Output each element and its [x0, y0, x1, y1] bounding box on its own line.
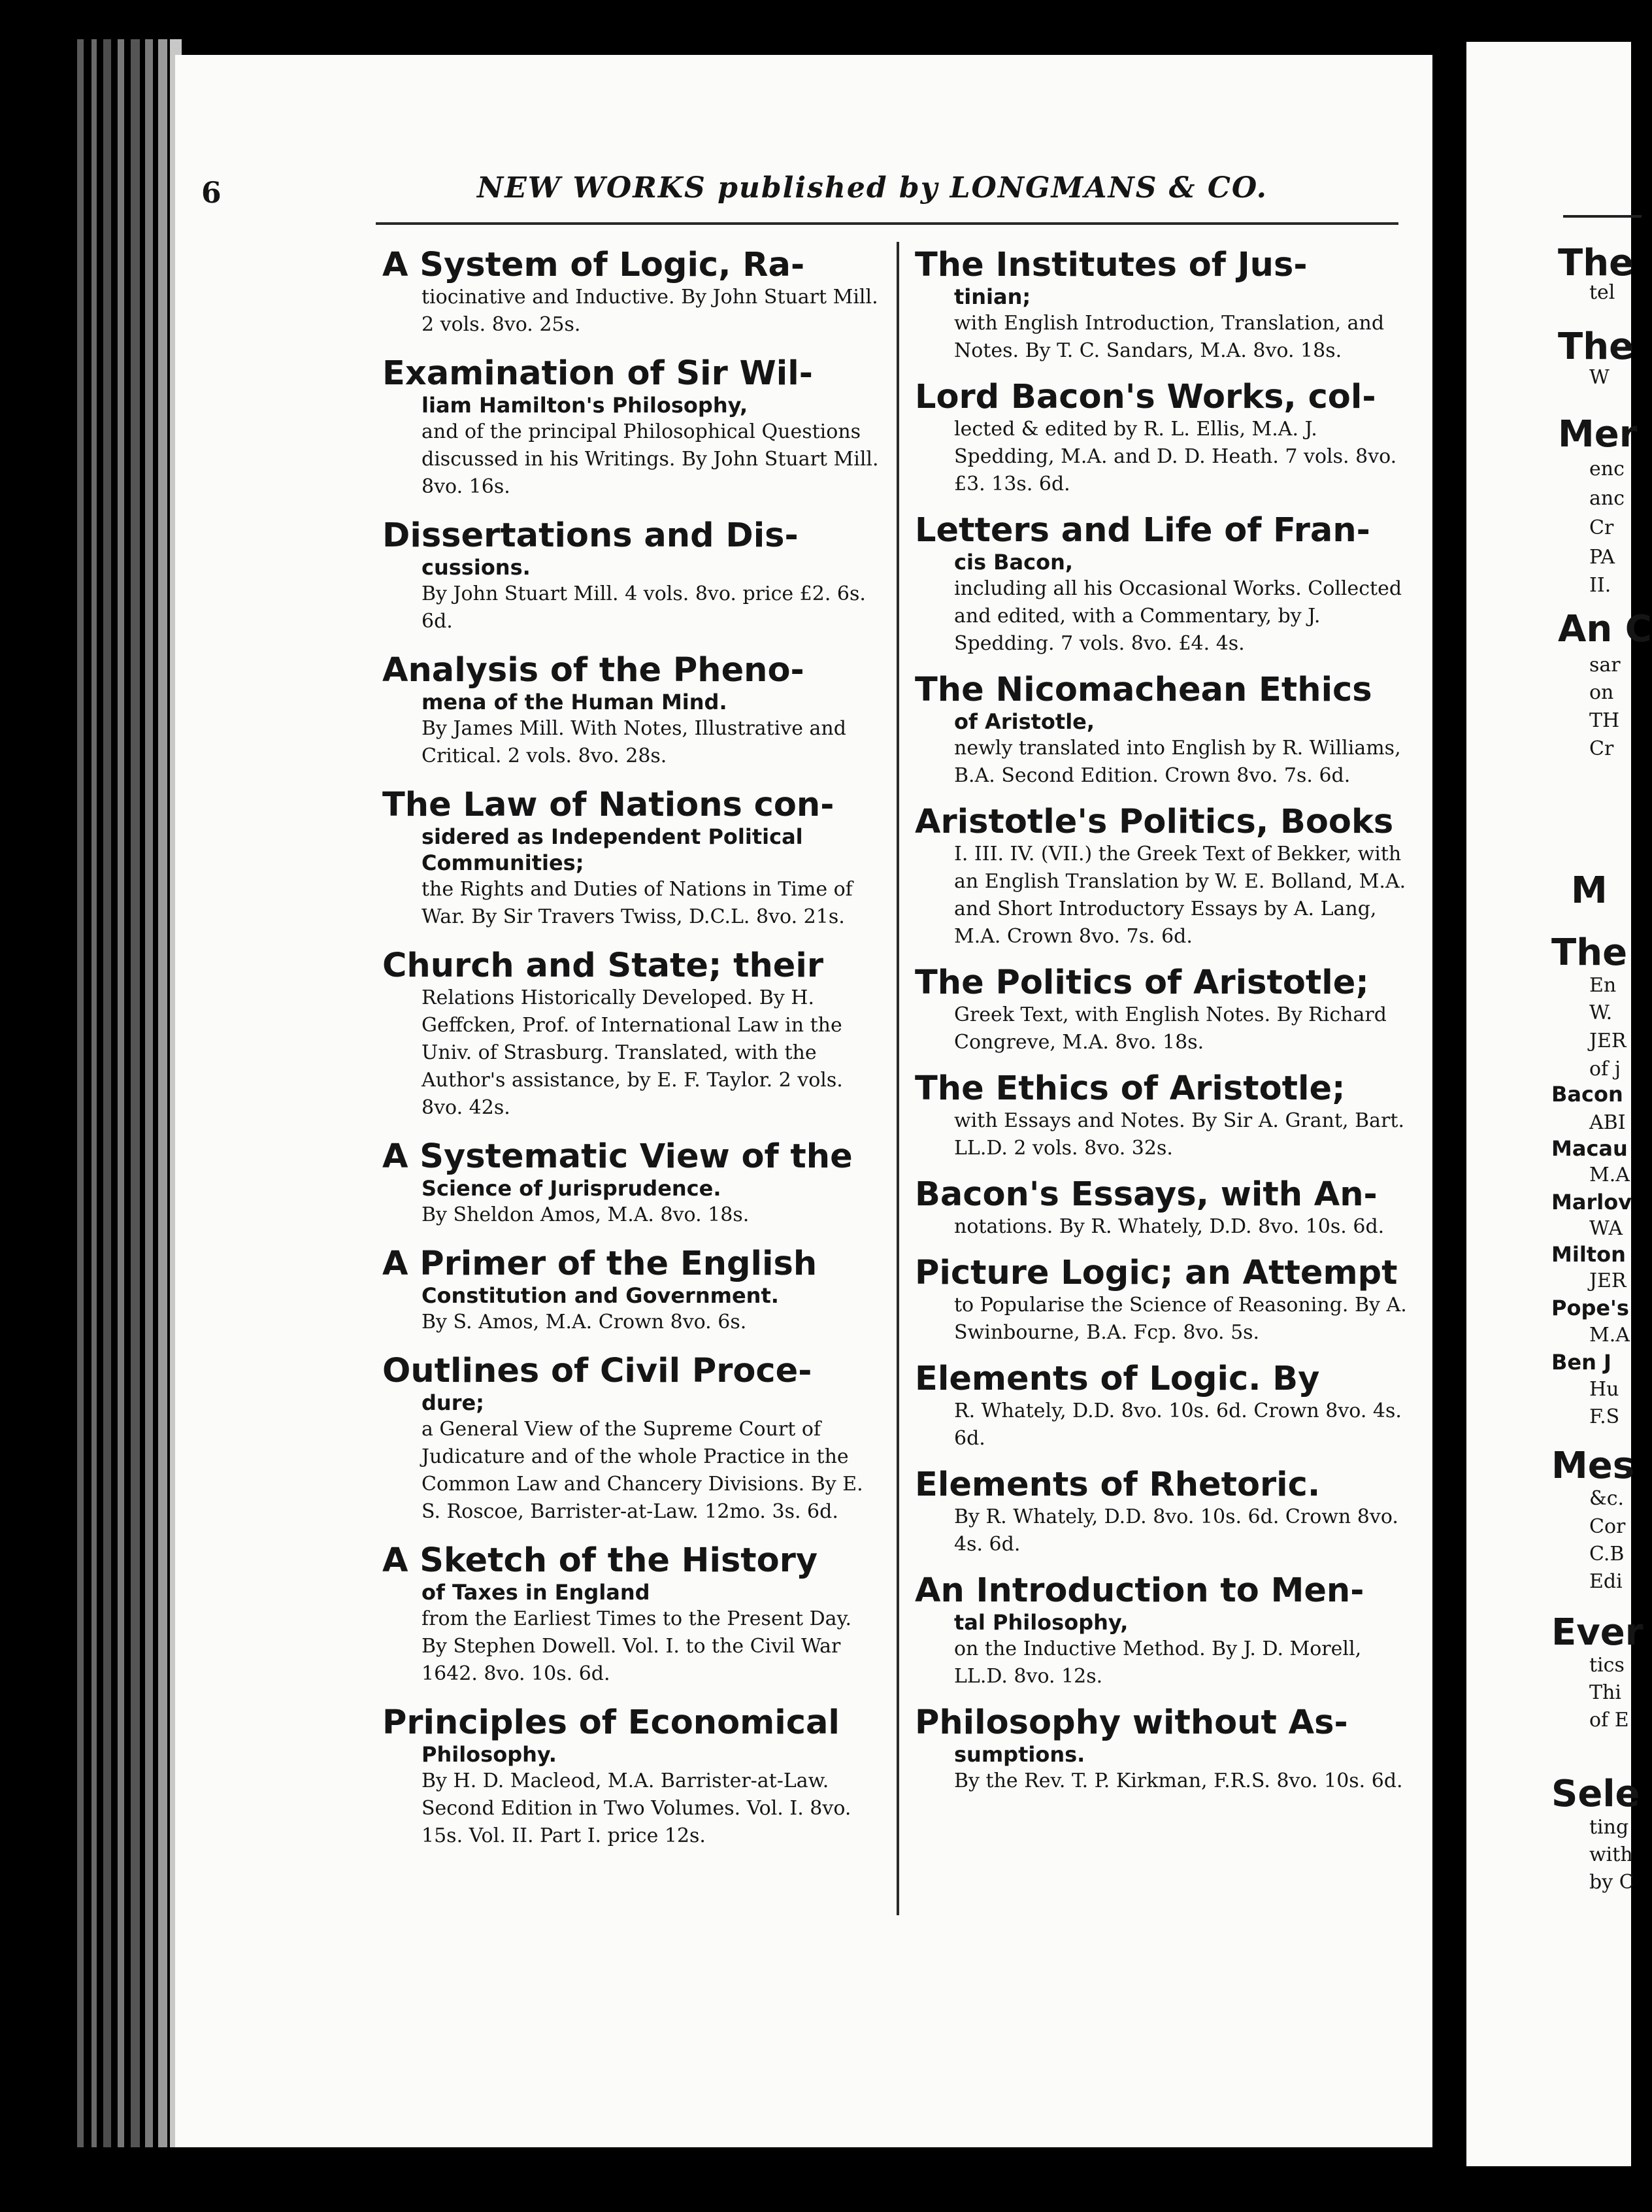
entry-title: Outlines of Civil Proce-: [382, 1352, 812, 1390]
book-gutter: [1432, 39, 1466, 2157]
entry-description: I. III. IV. (VII.) the Greek Text of Bekker, with an English Translation by W. E. Bolland, M.A. and Short Introductory Essays by A. Lang, M.A. Crown 8vo. 7s. 6d.: [954, 843, 1406, 948]
entry-subtitle: dure;: [421, 1390, 484, 1415]
catalogue-entry: [382, 652, 879, 770]
entry-subtitle: Philosophy.: [421, 1742, 557, 1767]
entry-description: tiocinative and Inductive. By John Stuart Mill. 2 vols. 8vo. 25s.: [421, 286, 878, 336]
entry-title: Church and State; their: [382, 947, 824, 985]
header-rule: [376, 222, 1398, 225]
next-page-text: Ever: [1551, 1611, 1644, 1654]
next-page-text: Marlov: [1551, 1190, 1632, 1215]
catalogue-entry: [915, 1467, 1412, 1558]
next-page-text: Thi: [1589, 1681, 1621, 1704]
entry-title: Elements of Rhetoric.: [915, 1466, 1321, 1504]
next-page-text: enc: [1589, 458, 1625, 480]
next-page-text: Milton: [1551, 1242, 1626, 1267]
next-page-text: tics: [1589, 1654, 1625, 1677]
entry-subtitle: of Aristotle,: [954, 709, 1095, 734]
entry-description: lected & edited by R. L. Ellis, M.A. J. Spedding, M.A. and D. D. Heath. 7 vols. 8vo. £3. 13s. 6d.: [954, 418, 1397, 495]
entry-title: Aristotle's Politics, Books: [915, 803, 1394, 841]
next-page-text: on: [1589, 681, 1614, 704]
entry-title: Dissertations and Dis-: [382, 516, 799, 555]
next-page-text: The: [1551, 931, 1628, 974]
next-page-text: of j: [1589, 1058, 1621, 1081]
page-number: 6: [201, 176, 222, 210]
running-head: NEW WORKS published by LONGMANS & CO.: [477, 171, 1268, 205]
entry-title: Analysis of the Pheno-: [382, 651, 804, 690]
entry-description: including all his Occasional Works. Collected and edited, with a Commentary, by J. Spedding. 7 vols. 8vo. £4. 4s.: [954, 577, 1402, 655]
catalogue-entry: [382, 1353, 879, 1526]
next-page-text: The: [1558, 326, 1634, 368]
entry-title: A System of Logic, Ra-: [382, 246, 805, 284]
catalogue-entry: [915, 1705, 1412, 1795]
entry-subtitle: Constitution and Government.: [421, 1283, 779, 1308]
next-page-text: Mes: [1551, 1445, 1635, 1487]
entry-subtitle: mena of the Human Mind.: [421, 690, 727, 714]
entry-title: A Systematic View of the: [382, 1137, 853, 1176]
catalogue-entry: [915, 1573, 1412, 1690]
catalogue-entry: [915, 1255, 1412, 1347]
entry-description: By John Stuart Mill. 4 vols. 8vo. price £2. 6s. 6d.: [421, 582, 866, 633]
entry-description: By H. D. Macleod, M.A. Barrister-at-Law. Second Edition in Two Volumes. Vol. I. 8vo. 15s. Vol. II. Part I. price 12s.: [421, 1769, 851, 1847]
catalogue-entry: [382, 356, 879, 501]
entry-description: the Rights and Duties of Nations in Time of War. By Sir Travers Twiss, D.C.L. 8vo. 21s.: [421, 878, 853, 928]
next-page-text: En: [1589, 974, 1617, 997]
next-page-text: M: [1571, 869, 1608, 912]
next-page-text: WA: [1589, 1217, 1623, 1240]
entry-description: By R. Whately, D.D. 8vo. 10s. 6d. Crown 8vo. 4s. 6d.: [954, 1505, 1398, 1556]
entry-title: The Law of Nations con-: [382, 786, 834, 824]
next-page-text: &c.: [1589, 1487, 1625, 1510]
next-page-text: C.B: [1589, 1543, 1625, 1566]
entry-subtitle: sumptions.: [954, 1742, 1085, 1767]
next-page-text: Pope's: [1551, 1296, 1629, 1320]
next-page-text: M.A: [1589, 1164, 1630, 1186]
entry-subtitle: tal Philosophy,: [954, 1610, 1129, 1635]
catalogue-entry: [382, 1543, 879, 1688]
next-page-text: Cr: [1589, 516, 1614, 539]
next-page-text: W: [1589, 366, 1610, 389]
next-page-text: The: [1558, 242, 1634, 284]
next-page-text: TH: [1589, 709, 1620, 732]
next-page-text: F.S: [1589, 1405, 1620, 1428]
left-column: [382, 247, 879, 1867]
next-page-text: Macau: [1551, 1136, 1628, 1161]
next-page-text: Edi: [1589, 1570, 1623, 1593]
catalogue-entry: [382, 1246, 879, 1336]
entry-description: By James Mill. With Notes, Illustrative and Critical. 2 vols. 8vo. 28s.: [421, 717, 846, 767]
catalogue-entry: [382, 948, 879, 1122]
next-page-text: JER: [1589, 1269, 1627, 1292]
next-page-text: JER: [1589, 1030, 1627, 1052]
entry-subtitle: tinian;: [954, 284, 1031, 309]
entry-title: Philosophy without As-: [915, 1703, 1348, 1742]
entry-description: By S. Amos, M.A. Crown 8vo. 6s.: [421, 1311, 747, 1333]
catalogue-entry: [915, 1361, 1412, 1452]
book-page-edges: [77, 39, 182, 2147]
next-page-text: Hu: [1589, 1378, 1619, 1401]
next-page-text: with: [1589, 1843, 1633, 1866]
column-divider: [897, 242, 899, 1915]
right-column: [915, 247, 1412, 1809]
entry-subtitle: liam Hamilton's Philosophy,: [421, 393, 748, 418]
catalogue-entry: [382, 247, 879, 339]
entry-title: The Ethics of Aristotle;: [915, 1069, 1346, 1108]
next-page-text: tel: [1589, 281, 1615, 304]
next-page-text: Bacon: [1551, 1082, 1623, 1107]
entry-title: The Nicomachean Ethics: [915, 671, 1372, 709]
entry-title: A Primer of the English: [382, 1245, 818, 1283]
entry-subtitle: Science of Jurisprudence.: [421, 1176, 721, 1201]
catalogue-entry: [382, 1139, 879, 1229]
entry-title: Lord Bacon's Works, col-: [915, 378, 1376, 416]
next-page-text: Sele: [1551, 1773, 1640, 1815]
next-page-text: Mer: [1558, 413, 1638, 456]
entry-subtitle: cis Bacon,: [954, 550, 1073, 575]
next-page-text: ABI: [1589, 1111, 1626, 1134]
entry-description: from the Earliest Times to the Present Day. By Stephen Dowell. Vol. I. to the Civil War 1642. 8vo. 10s. 6d.: [421, 1607, 852, 1685]
entry-description: Greek Text, with English Notes. By Richard Congreve, M.A. 8vo. 18s.: [954, 1003, 1387, 1054]
entry-description: By the Rev. T. P. Kirkman, F.R.S. 8vo. 10s. 6d.: [954, 1769, 1403, 1792]
entry-title: Examination of Sir Wil-: [382, 354, 813, 393]
entry-subtitle: of Taxes in England: [421, 1580, 650, 1605]
next-page-text: ting: [1589, 1816, 1629, 1839]
next-page-fragment: [1466, 42, 1652, 2166]
next-page-text: sar: [1589, 654, 1621, 677]
entry-description: By Sheldon Amos, M.A. 8vo. 18s.: [421, 1203, 750, 1226]
entry-title: The Politics of Aristotle;: [915, 964, 1369, 1002]
entry-title: A Sketch of the History: [382, 1541, 818, 1580]
next-page-text: Ben J: [1551, 1350, 1611, 1375]
entry-title: Bacon's Essays, with An-: [915, 1175, 1378, 1214]
catalogue-entry: [382, 1705, 879, 1850]
next-page-text: by C: [1589, 1871, 1634, 1894]
next-page-text: of E: [1589, 1709, 1629, 1732]
catalogue-entry: [915, 379, 1412, 498]
next-page-text: An C: [1558, 608, 1652, 650]
entry-description: with English Introduction, Translation, and Notes. By T. C. Sandars, M.A. 8vo. 18s.: [954, 312, 1385, 362]
catalogue-entry: [915, 1177, 1412, 1241]
entry-subtitle: cussions.: [421, 555, 531, 580]
catalogue-entry: [915, 247, 1412, 365]
next-page-text: Cor: [1589, 1515, 1626, 1538]
next-page-text: PA: [1589, 546, 1615, 569]
entry-description: R. Whately, D.D. 8vo. 10s. 6d. Crown 8vo. 4s. 6d.: [954, 1399, 1402, 1450]
entry-title: Principles of Economical: [382, 1703, 840, 1742]
entry-description: with Essays and Notes. By Sir A. Grant, Bart. LL.D. 2 vols. 8vo. 32s.: [954, 1109, 1404, 1160]
entry-description: a General View of the Supreme Court of Judicature and of the whole Practice in the Common Law and Chancery Divisions. By E. S. Roscoe, Barrister-at-Law. 12mo. 3s. 6d.: [421, 1418, 863, 1523]
entry-description: and of the principal Philosophical Questions discussed in his Writings. By John Stuart Mill. 8vo. 16s.: [421, 420, 879, 498]
entry-title: Elements of Logic. By: [915, 1360, 1320, 1398]
next-page-text: anc: [1589, 487, 1625, 510]
catalogue-entry: [382, 518, 879, 635]
entry-description: on the Inductive Method. By J. D. Morell, LL.D. 8vo. 12s.: [954, 1637, 1362, 1688]
catalogue-entry: [915, 512, 1412, 658]
catalogue-entry: [915, 965, 1412, 1056]
next-page-head-rule: [1563, 215, 1642, 218]
entry-title: Letters and Life of Fran-: [915, 511, 1370, 550]
entry-description: newly translated into English by R. Williams, B.A. Second Edition. Crown 8vo. 7s. 6d.: [954, 737, 1401, 787]
entry-title: An Introduction to Men-: [915, 1571, 1364, 1610]
entry-title: The Institutes of Jus-: [915, 246, 1308, 284]
entry-subtitle: sidered as Independent Political Communities;: [421, 824, 803, 875]
entry-title: Picture Logic; an Attempt: [915, 1254, 1398, 1292]
entry-description: notations. By R. Whately, D.D. 8vo. 10s. 6d.: [954, 1215, 1385, 1238]
entry-description: Relations Historically Developed. By H. Geffcken, Prof. of International Law in the Univ. of Strasburg. Translated, with the Author's assistance, by E. F. Taylor. 2 vols. 8vo. 42s.: [421, 986, 843, 1119]
catalogue-entry: [915, 1071, 1412, 1162]
next-page-text: W.: [1589, 1001, 1613, 1024]
catalogue-entry: [382, 787, 879, 931]
next-page-text: II.: [1589, 574, 1611, 597]
catalogue-entry: [915, 672, 1412, 790]
catalogue-entry: [915, 804, 1412, 950]
entry-description: to Popularise the Science of Reasoning. By A. Swinbourne, B.A. Fcp. 8vo. 5s.: [954, 1294, 1407, 1344]
next-page-text: Cr: [1589, 737, 1614, 760]
next-page-text: M.A: [1589, 1324, 1630, 1347]
